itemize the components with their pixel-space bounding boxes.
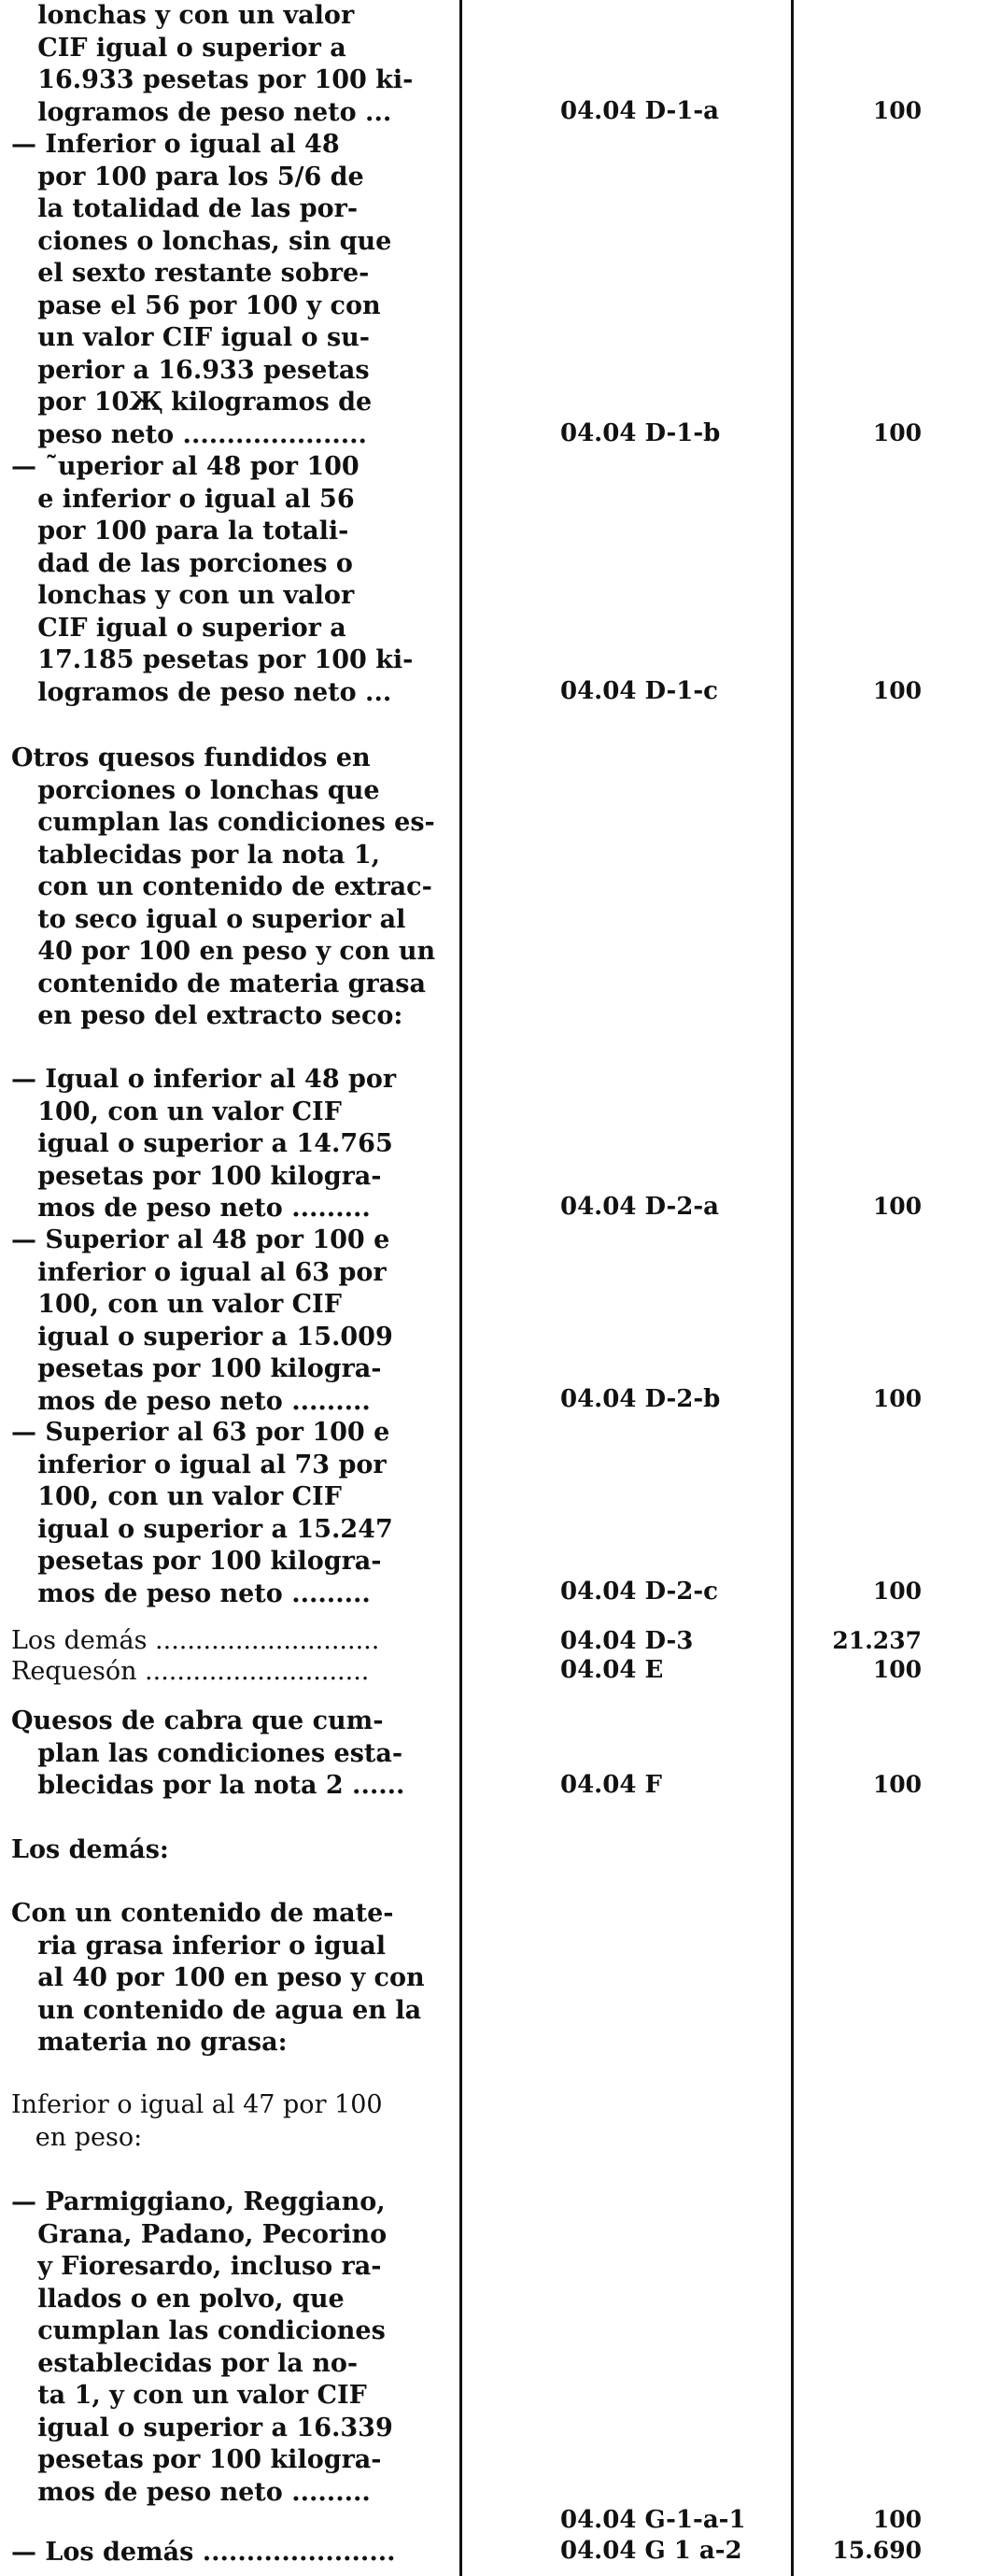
description-line: la totalidad de las por- [11,194,359,223]
duty-value: 100 [872,419,922,446]
description-line: logramos de peso neto ... [11,677,392,707]
description-line: en peso del extracto seco: [11,1001,403,1030]
tariff-code: 04.04 G 1 a-2 [560,2537,742,2565]
entry-description [11,1706,448,1803]
duty-value: 100 [872,1656,922,1683]
description-line: ciones o lonchas, sin que [11,226,392,256]
duty-value: 100 [872,677,922,704]
entry-description [11,743,448,1033]
description-line: Con un contenido de mate- [11,1899,394,1928]
entry-description [11,1834,448,1867]
entry-description [11,2187,448,2509]
description-line: CIF igual o superior a [11,33,346,63]
description-line: dad de las porciones o [11,548,353,578]
entry-description [11,1417,448,1610]
description-line: en peso: [11,2122,143,2152]
description-line: Los demás ............................ [11,1626,380,1655]
tariff-code: 04.04 D-1-a [560,97,720,125]
entry-description [11,1898,448,2059]
description-line: 16.933 pesetas por 100 ki- [11,65,414,94]
description-line: por 100 para los 5/6 de [11,162,364,191]
description-line: mos de peso neto ......... [11,1194,371,1223]
description-line: lonchas y con un valor [11,581,355,610]
tariff-code: 04.04 G-1-a-1 [560,2506,746,2534]
duty-value: 100 [872,1578,922,1605]
description-line: llados o en polvo, que [11,2284,345,2314]
description-line: mos de peso neto ......... [11,2477,371,2507]
description-line: porciones o lonchas que [11,775,380,805]
description-line: pesetas por 100 kilogra- [11,2445,382,2474]
description-line: mos de peso neto ......... [11,1386,371,1416]
description-line: 100, con un valor CIF [11,1482,342,1511]
description-line: — Superior al 48 por 100 e [11,1225,390,1254]
duty-value: 100 [872,1771,922,1798]
duty-value: 15.690 [832,2537,922,2564]
description-line: por 10Җ kilogramos de [11,388,373,417]
column-rule-left [459,0,462,2576]
entry-description [11,451,448,709]
description-line: Quesos de cabra que cum- [11,1706,384,1735]
duty-value: 100 [872,1193,922,1220]
description-line: al 40 por 100 en peso y con [11,1963,425,1992]
description-line: el sexto restante sobre- [11,259,370,288]
description-line: un contenido de agua en la [11,1995,422,2025]
description-line: ta 1, y con un valor CIF [11,2381,367,2410]
entry-description [11,0,448,129]
entry-description [11,1656,448,1689]
description-line: — Igual o inferior al 48 por [11,1065,397,1094]
duty-value: 100 [872,2506,922,2533]
description-line: igual o superior a 15.009 [11,1322,393,1352]
description-line: e inferior o igual al 56 [11,484,355,514]
entry-description [11,2537,448,2569]
description-line: Requesón ............................ [11,1657,370,1686]
description-line: inferior o igual al 63 por [11,1257,387,1287]
description-line: Inferior o igual al 47 por 100 [11,2090,383,2119]
description-line: Otros quesos fundidos en [11,743,371,772]
description-line: mos de peso neto ......... [11,1578,371,1608]
description-line: 40 por 100 en peso y con un [11,937,436,966]
description-line: Los demás: [11,1835,169,1864]
description-line: con un contenido de extrac- [11,872,432,901]
duty-value: 100 [872,97,922,124]
description-line: — Inferior o igual al 48 [11,130,340,159]
description-line: inferior o igual al 73 por [11,1450,387,1479]
description-line: cumplan las condiciones es- [11,808,435,837]
description-line: — Los demás ...................... [11,2538,396,2567]
description-line: materia no grasa: [11,2028,288,2057]
entry-description [11,1064,448,1225]
description-line: perior a 16.933 pesetas [11,355,370,385]
description-line: logramos de peso neto ... [11,97,392,127]
description-line: plan las condiciones esta- [11,1738,403,1768]
description-line: 100, con un valor CIF [11,1290,342,1319]
description-line: tablecidas por la nota 1, [11,840,381,870]
description-line: ria grasa inferior o igual [11,1931,386,1960]
entry-description [11,1625,448,1658]
description-line: pesetas por 100 kilogra- [11,1161,382,1191]
duty-value: 100 [872,1385,922,1412]
description-line: to seco igual o superior al [11,904,406,934]
tariff-code: 04.04 D-2-a [560,1193,720,1221]
tariff-code: 04.04 F [560,1771,662,1799]
description-line: por 100 para la totali- [11,517,349,545]
entry-description [11,2089,448,2154]
tariff-code: 04.04 D-1-c [560,677,718,705]
description-line: 100, con un valor CIF [11,1097,342,1126]
description-line: contenido de materia grasa [11,969,426,998]
description-line: peso neto ..................... [11,419,367,449]
description-line: un valor CIF igual o su- [11,323,370,352]
duty-value: 21.237 [832,1627,922,1654]
tariff-code: 04.04 D-2-b [560,1385,721,1413]
description-line: igual o superior a 16.339 [11,2413,393,2442]
description-line: pesetas por 100 kilogra- [11,1547,382,1576]
description-line: — Parmiggiano, Reggiano, [11,2187,386,2216]
description-line: y Fioresardo, incluso ra- [11,2252,382,2281]
tariff-code: 04.04 D-2-c [560,1578,718,1606]
description-line: cumplan las condiciones [11,2316,386,2345]
tariff-code: 04.04 D-3 [560,1627,694,1655]
description-line: — Superior al 63 por 100 e [11,1418,390,1447]
description-line: blecidas por la nota 2 ...... [11,1771,405,1800]
description-line: lonchas y con un valor [11,1,355,30]
description-line: 17.185 pesetas por 100 ki- [11,645,414,674]
entry-description [11,129,448,451]
description-line: — ˜uperior al 48 por 100 [11,452,360,481]
description-line: pase el 56 por 100 y con [11,290,381,320]
column-rule-right [791,0,794,2576]
description-line: pesetas por 100 kilogra- [11,1354,382,1383]
description-line: igual o superior a 14.765 [11,1129,393,1158]
tariff-code: 04.04 D-1-b [560,419,721,447]
description-line: Grana, Padano, Pecorino [11,2219,388,2249]
description-line: establecidas por la no- [11,2348,359,2378]
tariff-code: 04.04 E [560,1656,664,1684]
description-line: CIF igual o superior a [11,613,346,643]
entry-description [11,1224,448,1418]
description-line: igual o superior a 15.247 [11,1514,393,1544]
